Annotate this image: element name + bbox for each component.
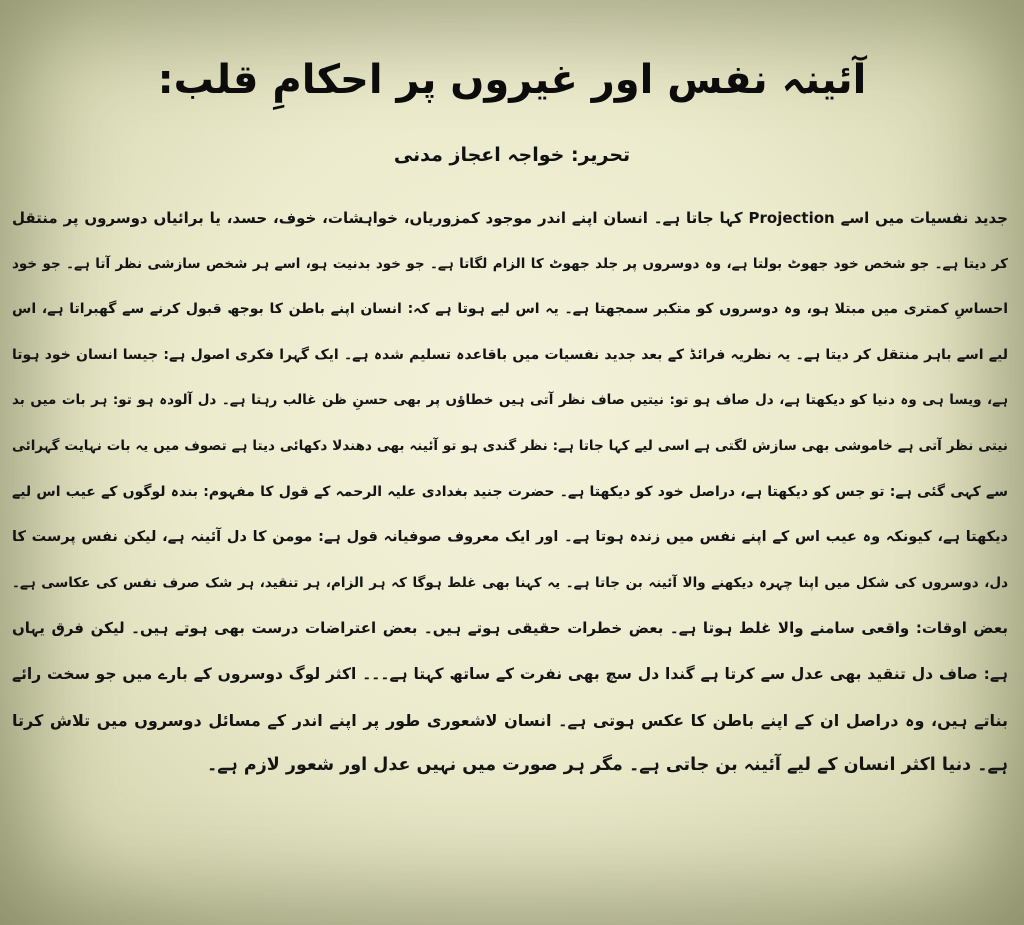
body-line: بناتے ہیں، وہ دراصل ان کے اپنے باطن کا عکس ہوتی ہے۔ انسان لاشعوری طور پر اپنے اندر کے مسائل دوسروں میں تلاش کرتا (12, 710, 1008, 730)
body-line: لیے اسے باہر منتقل کر دیتا ہے۔ یہ نظریہ فرائڈ کے بعد جدید نفسیات میں باقاعدہ تسلیم شدہ ہے۔ ایک گہرا فکری اصول ہے: جیسا انسان خود ہوتا (12, 346, 1008, 363)
body-line: احساسِ کمتری میں مبتلا ہو، وہ دوسروں کو متکبر سمجھتا ہے۔ یہ اس لیے ہوتا ہے کہ: انسان اپنے باطن کا بوجھ قبول کرنے سے گھبراتا ہے، اس (12, 301, 1008, 318)
article-title: آئینہ نفس اور غیروں پر احکامِ قلب: (157, 57, 867, 103)
body-line: جدید نفسیات میں اسے Projection کہا جاتا ہے۔ انسان اپنے اندر موجود کمزوریاں، خواہشات، خوف، حسد، یا برائیاں دوسروں پر منتقل (12, 209, 1008, 227)
body-line: نیتی نظر آتی ہے خاموشی بھی سازش لگتی ہے اسی لیے کہا جاتا ہے: نظر گندی ہو تو آئینہ بھی دھندلا دکھائی دیتا ہے تصوف میں یہ بات نہایت گہرائی (12, 437, 1008, 454)
body-line: دل، دوسروں کی شکل میں اپنا چہرہ دیکھنے والا آئینہ بن جاتا ہے۔ یہ کہنا بھی غلط ہوگا کہ ہر الزام، ہر تنقید، ہر شک صرف نفس کی عکاسی ہے۔ (12, 574, 1008, 591)
body-line: ہے: صاف دل تنقید بھی عدل سے کرتا ہے گندا دل سچ بھی نفرت کے ساتھ کہتا ہے۔۔۔ اکثر لوگ دوسروں کے بارے میں جو سخت رائے (12, 664, 1008, 683)
article-body (12, 196, 1008, 789)
author-byline: تحریر: خواجہ اعجاز مدنی (393, 144, 631, 166)
body-line: ہے، ویسا ہی وہ دنیا کو دیکھتا ہے، دل صاف ہو تو: نیتیں صاف نظر آتی ہیں خطاؤں پر بھی حسنِ ظن غالب رہتا ہے۔ دل آلودہ ہو تو: ہر بات میں بد (12, 392, 1008, 409)
body-line: کر دیتا ہے۔ جو شخص خود جھوٹ بولتا ہے، وہ دوسروں پر جلد جھوٹ کا الزام لگاتا ہے۔ جو خود بدنیت ہو، اسے ہر شخص سازشی نظر آتا ہے۔ جو خود (12, 255, 1008, 272)
body-line: ہے۔ دنیا اکثر انسان کے لیے آئینہ بن جاتی ہے۔ مگر ہر صورت میں نہیں عدل اور شعور لازم ہے۔ (207, 755, 1008, 776)
body-line: بعض اوقات: واقعی سامنے والا غلط ہوتا ہے۔ بعض خطرات حقیقی ہوتے ہیں۔ بعض اعتراضات درست بھی ہوتے ہیں۔ لیکن فرق یہاں (12, 619, 1008, 638)
body-line: دیکھتا ہے، کیونکہ وہ عیب اس کے اپنے نفس میں زندہ ہوتا ہے۔ اور ایک معروف صوفیانہ قول ہے: مومن کا دل آئینہ ہے، لیکن نفس پرست کا (12, 529, 1008, 546)
body-line: سے کہی گئی ہے: تو جس کو دیکھتا ہے، دراصل خود کو دیکھتا ہے۔ حضرت جنید بغدادی علیہ الرحمہ کے قول کا مفہوم: بندہ لوگوں کے عیب اس لیے (12, 483, 1008, 500)
